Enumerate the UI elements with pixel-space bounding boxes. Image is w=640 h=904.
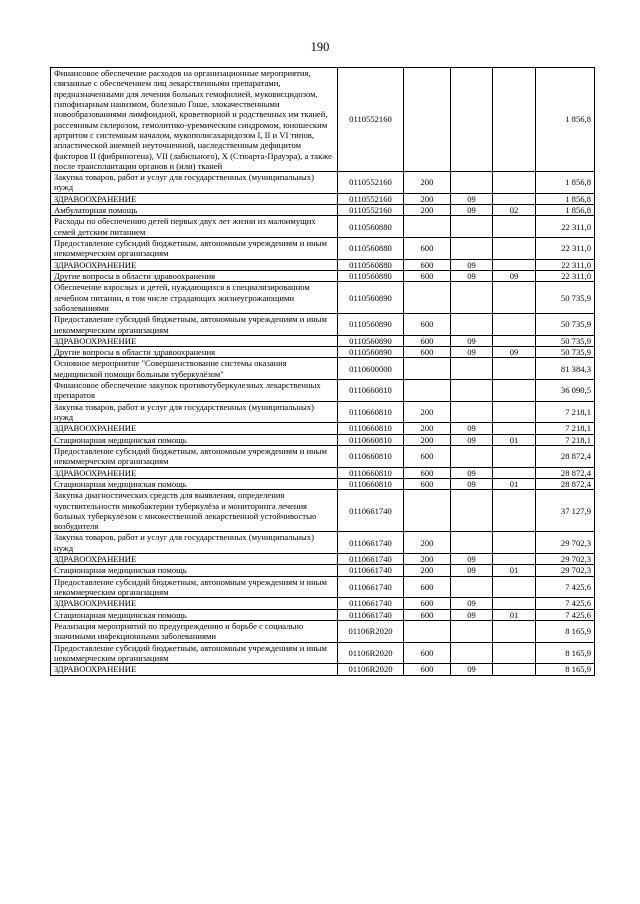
row-pr-cell: 09 [493,270,536,281]
row-vr-cell: 600 [404,598,451,609]
row-vr-cell [404,620,451,642]
table-row [51,335,595,346]
row-csr-cell: 0110552160 [338,205,404,216]
row-name-cell: Реализация мероприятий по предупреждению и борьбе с социально значимыми инфекционными заболеваниями [51,620,338,642]
row-csr-cell: 0110552160 [338,172,404,194]
row-vr-cell: 200 [404,565,451,576]
row-sum-cell: 28 872,4 [536,478,595,489]
row-pr-cell [493,490,536,532]
row-sum-cell: 8 165,9 [536,620,595,642]
row-vr-cell [404,380,451,402]
row-sum-cell: 28 872,4 [536,467,595,478]
row-name-cell: Расходы по обеспечению детей первых двух лет жизни из малоимущих семей детским питанием [51,216,338,238]
row-csr-cell: 0110560890 [338,347,404,358]
row-rz-cell [451,358,493,380]
row-rz-cell: 09 [451,664,493,675]
table-row [51,576,595,598]
row-sum-cell: 50 735,9 [536,347,595,358]
row-rz-cell [451,532,493,554]
table-row [51,532,595,554]
table-row [51,259,595,270]
row-sum-cell: 29 702,3 [536,532,595,554]
row-pr-cell [493,532,536,554]
row-rz-cell: 09 [451,478,493,489]
row-name-cell: Закупка товаров, работ и услуг для государственных (муниципальных) нужд [51,172,338,194]
row-pr-cell [493,314,536,336]
row-rz-cell: 09 [451,598,493,609]
row-sum-cell: 1 856,8 [536,172,595,194]
row-rz-cell [451,380,493,402]
row-csr-cell: 0110660810 [338,478,404,489]
budget-table-body [51,68,595,676]
row-name-cell: Предоставление субсидий бюджетным, автономным учреждениям и иным некоммерческим организациям [51,576,338,598]
row-csr-cell: 0110660810 [338,467,404,478]
row-name-cell: Предоставление субсидий бюджетным, автономным учреждениям и иным некоммерческим организациям [51,445,338,467]
row-csr-cell: 0110660810 [338,434,404,445]
row-name-cell: Закупка товаров, работ и услуг для государственных (муниципальных) нужд [51,532,338,554]
row-rz-cell [451,172,493,194]
row-pr-cell [493,238,536,260]
row-pr-cell [493,467,536,478]
row-name-cell: ЗДРАВООХРАНЕНИЕ [51,664,338,675]
row-sum-cell: 37 127,9 [536,490,595,532]
row-rz-cell [451,282,493,314]
row-name-cell: Стационарная медицинская помощь [51,478,338,489]
row-pr-cell [493,401,536,423]
row-sum-cell: 29 702,3 [536,554,595,565]
row-rz-cell: 09 [451,434,493,445]
row-csr-cell: 0110660810 [338,423,404,434]
table-row [51,467,595,478]
row-sum-cell: 1 856,8 [536,205,595,216]
row-sum-cell: 7 425,6 [536,609,595,620]
row-rz-cell: 09 [451,467,493,478]
row-name-cell: Стационарная медицинская помощь [51,609,338,620]
row-pr-cell [493,445,536,467]
row-vr-cell: 200 [404,532,451,554]
table-row [51,68,595,172]
row-vr-cell [404,282,451,314]
table-row [51,347,595,358]
row-name-cell: Другие вопросы в области здравоохранения [51,270,338,281]
row-sum-cell: 50 735,9 [536,335,595,346]
row-name-cell: Предоставление субсидий бюджетным, автономным учреждениям и иным некоммерческим организациям [51,314,338,336]
row-csr-cell: 0110560880 [338,270,404,281]
row-vr-cell: 200 [404,434,451,445]
row-vr-cell: 600 [404,467,451,478]
row-name-cell: Обеспечение взрослых и детей, нуждающихся в специализированном лечебном питании, в том числе страдающих жизнеугрожающими заболеваниями [51,282,338,314]
table-row [51,554,595,565]
row-csr-cell: 0110661740 [338,576,404,598]
table-row [51,380,595,402]
table-row [51,598,595,609]
row-vr-cell: 600 [404,609,451,620]
row-pr-cell: 01 [493,478,536,489]
row-rz-cell [451,490,493,532]
row-sum-cell: 7 425,6 [536,576,595,598]
row-pr-cell [493,335,536,346]
row-sum-cell: 22 311,0 [536,259,595,270]
row-sum-cell: 8 165,9 [536,642,595,664]
row-rz-cell: 09 [451,270,493,281]
table-row [51,565,595,576]
row-name-cell: Стационарная медицинская помощь [51,434,338,445]
row-sum-cell: 81 384,3 [536,358,595,380]
row-sum-cell: 7 425,6 [536,598,595,609]
row-sum-cell: 8 165,9 [536,664,595,675]
row-csr-cell: 0110661740 [338,532,404,554]
row-pr-cell [493,380,536,402]
row-vr-cell: 600 [404,445,451,467]
row-rz-cell: 09 [451,335,493,346]
row-rz-cell [451,642,493,664]
row-rz-cell: 09 [451,609,493,620]
row-csr-cell: 0110660810 [338,445,404,467]
row-name-cell: Другие вопросы в области здравоохранения [51,347,338,358]
row-rz-cell [451,620,493,642]
row-pr-cell [493,576,536,598]
row-csr-cell: 0110552160 [338,68,404,172]
row-rz-cell [451,216,493,238]
row-rz-cell [451,445,493,467]
row-rz-cell: 09 [451,347,493,358]
row-vr-cell: 200 [404,172,451,194]
row-pr-cell [493,68,536,172]
row-name-cell: Финансовое обеспечение расходов на организационные мероприятия, связанные с обеспечением лиц лекарственными препаратами, предназначенными для лечения больных гемофилией, муковисцидозом, гипофизарным нанизмом, болезнью Гоше, злокачественными новообразованиями лимфоидной, кроветворной и родственных им тканей, рассеянным склерозом, гемолитико-уремическим синдромом, юношеским артритом с системным началом, мукополисахаридозом I, II и VI типов, апластической анемией неуточненной, наследственным дефицитом факторов II (фибриногена), VII (лабильного), X (Стюарта-Прауэра), а также после трансплантации органов и (или) тканей [51,68,338,172]
row-name-cell: Закупка товаров, работ и услуг для государственных (муниципальных) нужд [51,401,338,423]
row-csr-cell: 0110560890 [338,335,404,346]
row-rz-cell: 09 [451,205,493,216]
table-row [51,270,595,281]
row-sum-cell: 50 735,9 [536,314,595,336]
row-sum-cell: 50 735,9 [536,282,595,314]
row-sum-cell: 1 856,8 [536,68,595,172]
row-vr-cell: 200 [404,193,451,204]
row-csr-cell: 0110661740 [338,598,404,609]
row-csr-cell: 0110560880 [338,216,404,238]
row-vr-cell: 600 [404,478,451,489]
row-csr-cell: 0110660810 [338,380,404,402]
row-csr-cell: 0110560890 [338,314,404,336]
row-vr-cell [404,68,451,172]
table-row [51,434,595,445]
table-row [51,193,595,204]
row-name-cell: ЗДРАВООХРАНЕНИЕ [51,423,338,434]
row-vr-cell: 600 [404,576,451,598]
row-pr-cell: 01 [493,565,536,576]
row-name-cell: Основное мероприятие "Совершенствование системы оказания медицинской помощи больным туберкулёзом" [51,358,338,380]
row-name-cell: Закупка диагностических средств для выявления, определения чувствительности микобактерии туберкулёза и мониторинга лечения больных туберкулёзом с множественной лекарственной устойчивостью возбудителя [51,490,338,532]
row-rz-cell: 09 [451,259,493,270]
table-row [51,609,595,620]
row-rz-cell: 09 [451,565,493,576]
row-sum-cell: 22 311,0 [536,216,595,238]
row-vr-cell: 600 [404,664,451,675]
row-rz-cell [451,576,493,598]
row-vr-cell: 200 [404,423,451,434]
row-pr-cell [493,620,536,642]
row-sum-cell: 29 702,3 [536,565,595,576]
row-pr-cell [493,193,536,204]
table-row [51,172,595,194]
row-vr-cell: 600 [404,347,451,358]
table-row [51,401,595,423]
row-pr-cell [493,423,536,434]
row-name-cell: ЗДРАВООХРАНЕНИЕ [51,467,338,478]
row-csr-cell: 0110660810 [338,401,404,423]
row-vr-cell: 200 [404,554,451,565]
row-csr-cell: 0110560880 [338,238,404,260]
row-sum-cell: 28 872,4 [536,445,595,467]
row-name-cell: ЗДРАВООХРАНЕНИЕ [51,554,338,565]
row-rz-cell: 09 [451,554,493,565]
budget-table [50,67,595,676]
row-name-cell: ЗДРАВООХРАНЕНИЕ [51,259,338,270]
row-vr-cell: 600 [404,335,451,346]
row-rz-cell [451,314,493,336]
row-csr-cell: 0110560890 [338,282,404,314]
table-row [51,423,595,434]
row-pr-cell [493,598,536,609]
row-pr-cell [493,642,536,664]
table-row [51,445,595,467]
row-name-cell: ЗДРАВООХРАНЕНИЕ [51,335,338,346]
row-pr-cell [493,282,536,314]
table-row [51,358,595,380]
row-sum-cell: 7 218,1 [536,401,595,423]
row-csr-cell: 0110552160 [338,193,404,204]
row-vr-cell [404,358,451,380]
row-pr-cell: 01 [493,434,536,445]
row-pr-cell [493,216,536,238]
row-pr-cell [493,172,536,194]
row-name-cell: ЗДРАВООХРАНЕНИЕ [51,193,338,204]
row-csr-cell: 0110661740 [338,490,404,532]
row-pr-cell [493,554,536,565]
row-rz-cell [451,401,493,423]
row-vr-cell: 600 [404,238,451,260]
row-sum-cell: 7 218,1 [536,423,595,434]
row-vr-cell: 200 [404,401,451,423]
table-row [51,490,595,532]
table-row [51,314,595,336]
row-sum-cell: 1 856,8 [536,193,595,204]
table-row [51,620,595,642]
table-row [51,282,595,314]
row-name-cell: Амбулаторная помощь [51,205,338,216]
row-name-cell: ЗДРАВООХРАНЕНИЕ [51,598,338,609]
table-row [51,478,595,489]
table-row [51,642,595,664]
row-csr-cell: 01106R2020 [338,642,404,664]
row-csr-cell: 0110661740 [338,565,404,576]
row-pr-cell: 09 [493,347,536,358]
table-row [51,216,595,238]
table-row [51,205,595,216]
row-vr-cell: 600 [404,642,451,664]
row-pr-cell [493,259,536,270]
table-row [51,238,595,260]
row-pr-cell [493,664,536,675]
row-sum-cell: 22 311,0 [536,270,595,281]
row-vr-cell: 600 [404,314,451,336]
row-vr-cell: 600 [404,259,451,270]
row-rz-cell [451,238,493,260]
row-name-cell: Предоставление субсидий бюджетным, автономным учреждениям и иным некоммерческим организациям [51,238,338,260]
row-csr-cell: 01106R2020 [338,620,404,642]
row-pr-cell [493,358,536,380]
row-pr-cell: 02 [493,205,536,216]
row-csr-cell: 0110600000 [338,358,404,380]
table-row [51,664,595,675]
row-vr-cell: 600 [404,270,451,281]
row-sum-cell: 22 311,0 [536,238,595,260]
row-csr-cell: 0110560880 [338,259,404,270]
row-sum-cell: 7 218,1 [536,434,595,445]
row-name-cell: Предоставление субсидий бюджетным, автономным учреждениям и иным некоммерческим организациям [51,642,338,664]
row-sum-cell: 36 090,5 [536,380,595,402]
row-rz-cell: 09 [451,423,493,434]
row-name-cell: Стационарная медицинская помощь [51,565,338,576]
page-number: 190 [310,40,330,54]
row-csr-cell: 0110661740 [338,609,404,620]
row-pr-cell: 01 [493,609,536,620]
row-csr-cell: 0110661740 [338,554,404,565]
row-vr-cell: 200 [404,205,451,216]
row-name-cell: Финансовое обеспечение закупок противотуберкулезных лекарственных препаратов [51,380,338,402]
row-vr-cell [404,490,451,532]
row-vr-cell [404,216,451,238]
row-rz-cell: 09 [451,193,493,204]
row-csr-cell: 01106R2020 [338,664,404,675]
row-rz-cell [451,68,493,172]
